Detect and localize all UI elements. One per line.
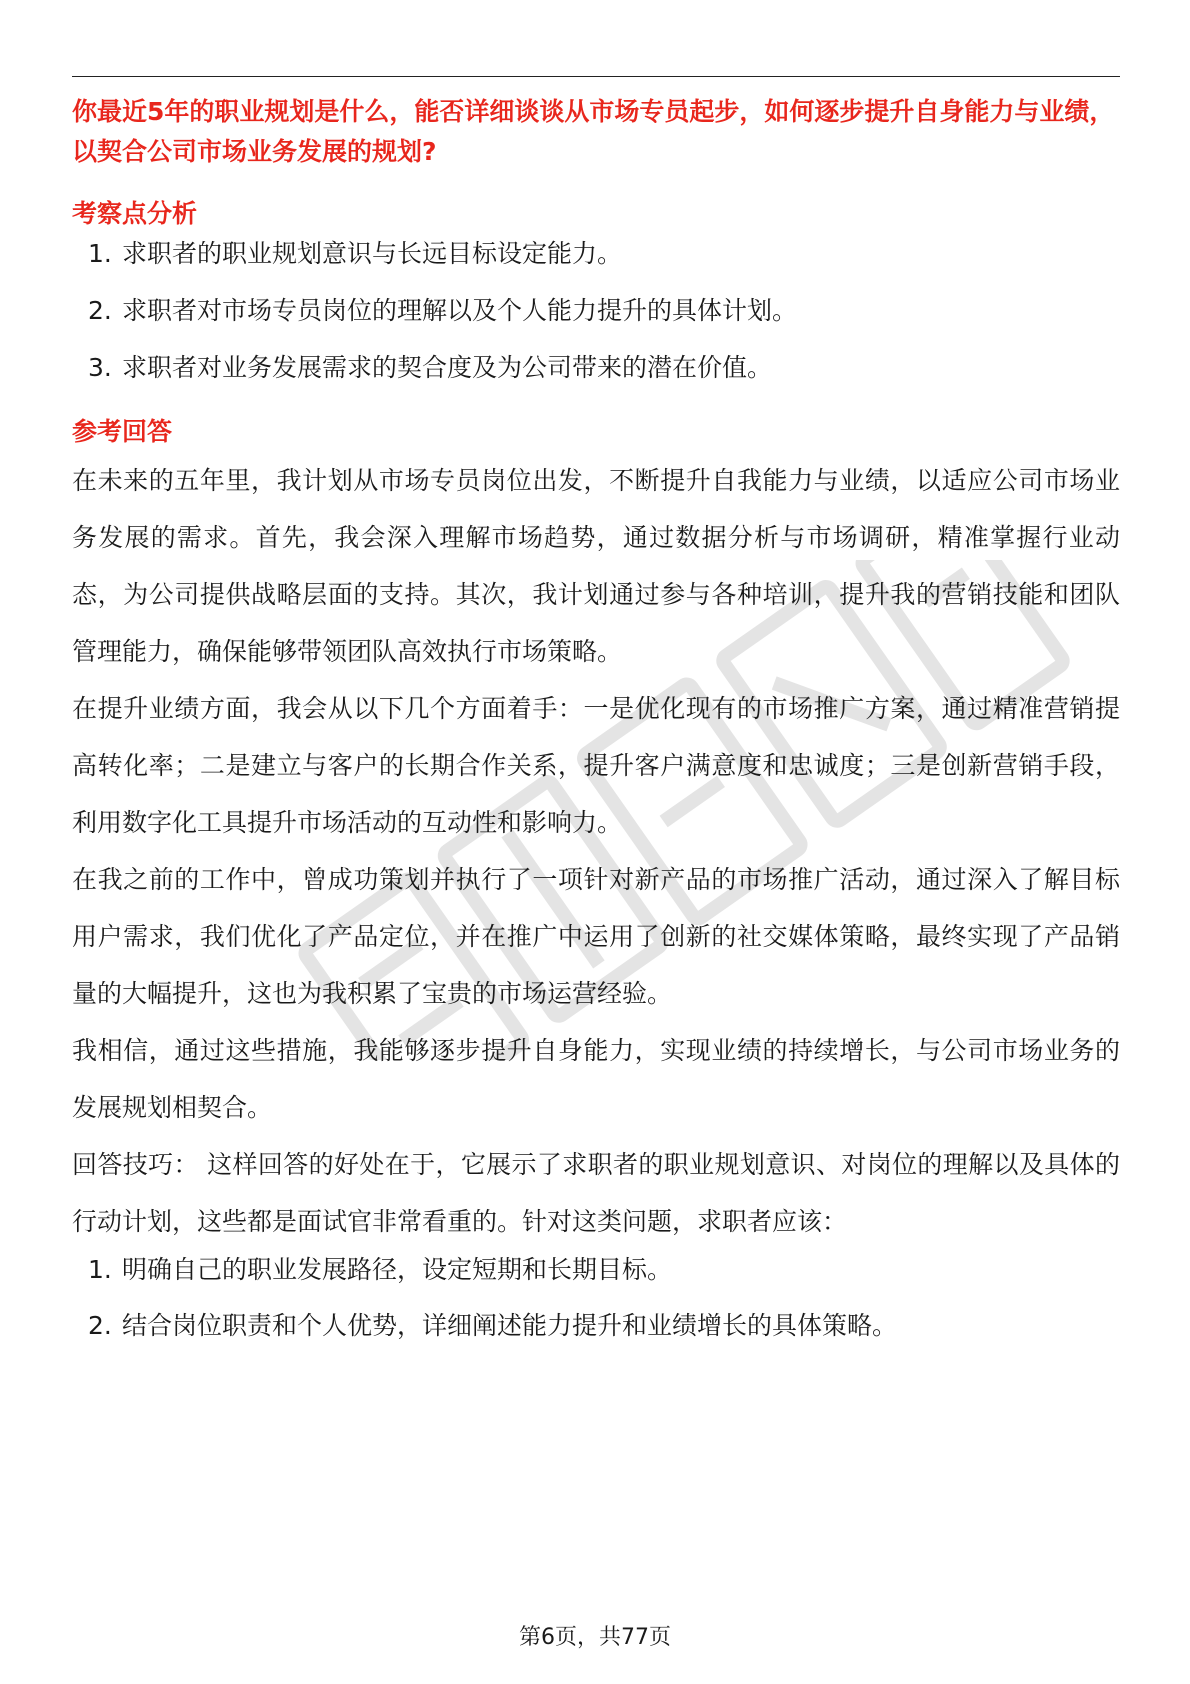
list-number: 1. [88,239,112,268]
question-title: 你最近5年的职业规划是什么，能否详细谈谈从市场专员起步，如何逐步提升自身能力与业绩，以契合公司市场业务发展的规划? [72,97,1115,166]
list-text: 求职者对市场专员岗位的理解以及个人能力提升的具体计划。 [122,296,798,325]
list-text: 明确自己的职业发展路径，设定短期和长期目标。 [122,1255,673,1284]
list-item [72,1250,1120,1290]
list-item [72,1306,1120,1346]
analysis-heading: 考察点分析 [72,199,198,228]
list-number: 1. [88,1255,112,1284]
list-text: 求职者对业务发展需求的契合度及为公司带来的潜在价值。 [122,353,773,382]
list-number: 2. [88,1311,112,1340]
main-content [72,92,1120,1346]
answer-paragraph: 我相信，通过这些措施，我能够逐步提升自身能力，实现业绩的持续增长，与公司市场业务的发展规划相契合。 [72,1036,1120,1122]
list-item [72,234,1120,274]
list-number: 3. [88,353,112,382]
answer-heading: 参考回答 [72,417,173,446]
tips-list [72,1250,1120,1346]
list-text: 求职者的职业规划意识与长远目标设定能力。 [122,239,623,268]
list-item [72,291,1120,331]
tips-paragraph: 回答技巧： 这样回答的好处在于，它展示了求职者的职业规划意识、对岗位的理解以及具体的行动计划，这些都是面试官非常看重的。针对这类问题，求职者应该： [72,1150,1120,1236]
list-item [72,348,1120,388]
analysis-list [72,234,1120,388]
page-number: 第6页，共77页 [519,1625,671,1650]
list-number: 2. [88,296,112,325]
list-text: 结合岗位职责和个人优势，详细阐述能力提升和业绩增长的具体策略。 [122,1311,898,1340]
answer-paragraph: 在未来的五年里，我计划从市场专员岗位出发，不断提升自我能力与业绩，以适应公司市场业务发展的需求。首先，我会深入理解市场趋势，通过数据分析与市场调研，精准掌握行业动态，为公司提供战略层面的支持。其次，我计划通过参与各种培训，提升我的营销技能和团队管理能力，确保能够带领团队高效执行市场策略。 [72,466,1120,666]
answer-paragraph: 在我之前的工作中，曾成功策划并执行了一项针对新产品的市场推广活动，通过深入了解目标用户需求，我们优化了产品定位，并在推广中运用了创新的社交媒体策略，最终实现了产品销量的大幅提升，这也为我积累了宝贵的市场运营经验。 [72,865,1120,1008]
header-rule [72,76,1120,77]
answer-paragraph: 在提升业绩方面，我会从以下几个方面着手：一是优化现有的市场推广方案，通过精准营销提高转化率；二是建立与客户的长期合作关系，提升客户满意度和忠诚度；三是创新营销手段，利用数字化工具提升市场活动的互动性和影响力。 [72,694,1120,837]
